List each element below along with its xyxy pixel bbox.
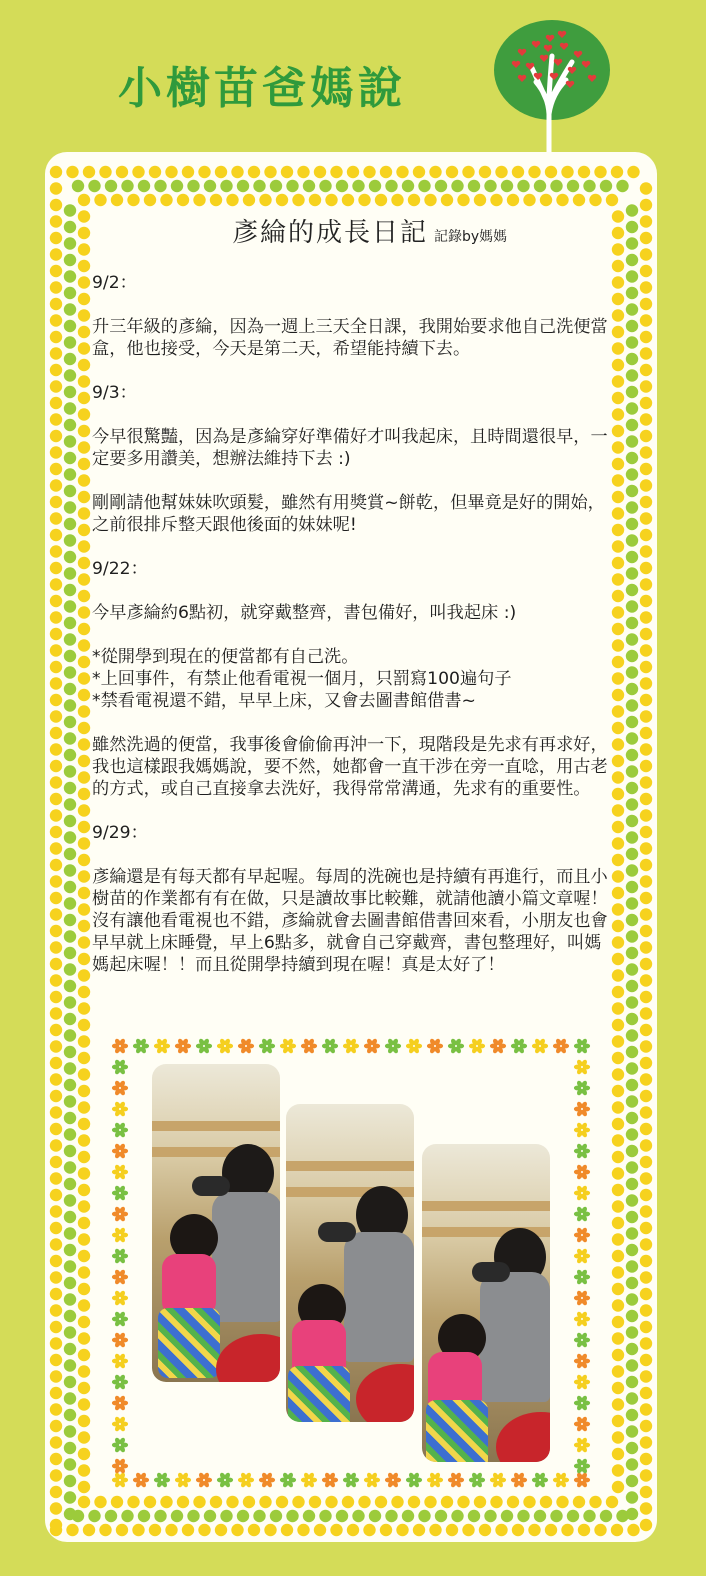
diary-heading (232, 212, 507, 249)
photo (422, 1144, 550, 1462)
entry (92, 382, 612, 536)
photo (152, 1064, 280, 1382)
entry-paragraph: 剛剛請他幫妹妹吹頭髮，雖然有用獎賞~餅乾，但畢竟是好的開始，之前很排斥整天跟他後面的妹妹呢! (92, 493, 605, 535)
photo-collage (108, 1034, 596, 1494)
entry-date: 9/22： (92, 559, 148, 579)
entry-paragraph: 升三年級的彥綸，因為一週上三天全日課，我開始要求他自己洗便當盒，他也接受，今天是第二天，希望能持續下去。 (92, 317, 608, 359)
entry-paragraph: 彥綸還是有每天都有早起喔。每周的洗碗也是持續有再進行，而且小樹苗的作業都有有在做，只是讀故事比較難，就請他讀小篇文章喔！ 沒有讓他看電視也不錯，彥綸就會去圖書館借書回來看，小朋友也會早早就上床睡覺，早上6點多，就會自己穿戴齊，書包整理好，叫媽媽起床喔！！而且從開學持續到現在喔！真是太好了！ (92, 867, 608, 975)
entry-paragraph: *從開學到現在的便當都有自己洗。 *上回事件，有禁止他看電視一個月，只罰寫100遍句子 *禁看電視還不錯，早早上床，又會去圖書館借書~ (92, 647, 512, 711)
entry-paragraph: 今早很驚豔，因為是彥綸穿好準備好才叫我起床，且時間還很早，一定要多用讚美，想辦法維持下去 :) (92, 427, 608, 469)
entry (92, 822, 612, 976)
diary-title: 彥綸的成長日記 (232, 218, 429, 248)
tree-with-hearts-icon (492, 18, 614, 158)
site-title: 小樹苗爸媽說 (118, 63, 406, 114)
entry-date: 9/3： (92, 383, 137, 403)
diary-byline: 記錄by媽媽 (434, 229, 508, 245)
entry (92, 272, 612, 360)
photo (286, 1104, 414, 1422)
entry-date: 9/29： (92, 823, 148, 843)
entry-date: 9/2： (92, 273, 137, 293)
entry-paragraph: 今早彥綸約6點初，就穿戴整齊，書包備好，叫我起床 :) (92, 603, 517, 623)
entry-paragraph: 雖然洗過的便當，我事後會偷偷再沖一下，現階段是先求有再求好，我也這樣跟我媽媽說，要不然，她都會一直干涉在旁一直唸，用古老的方式，或自己直接拿去洗好，我得常常溝通，先求有的重要性。 (92, 735, 608, 799)
entry (92, 558, 612, 800)
diary-entries (92, 272, 612, 998)
